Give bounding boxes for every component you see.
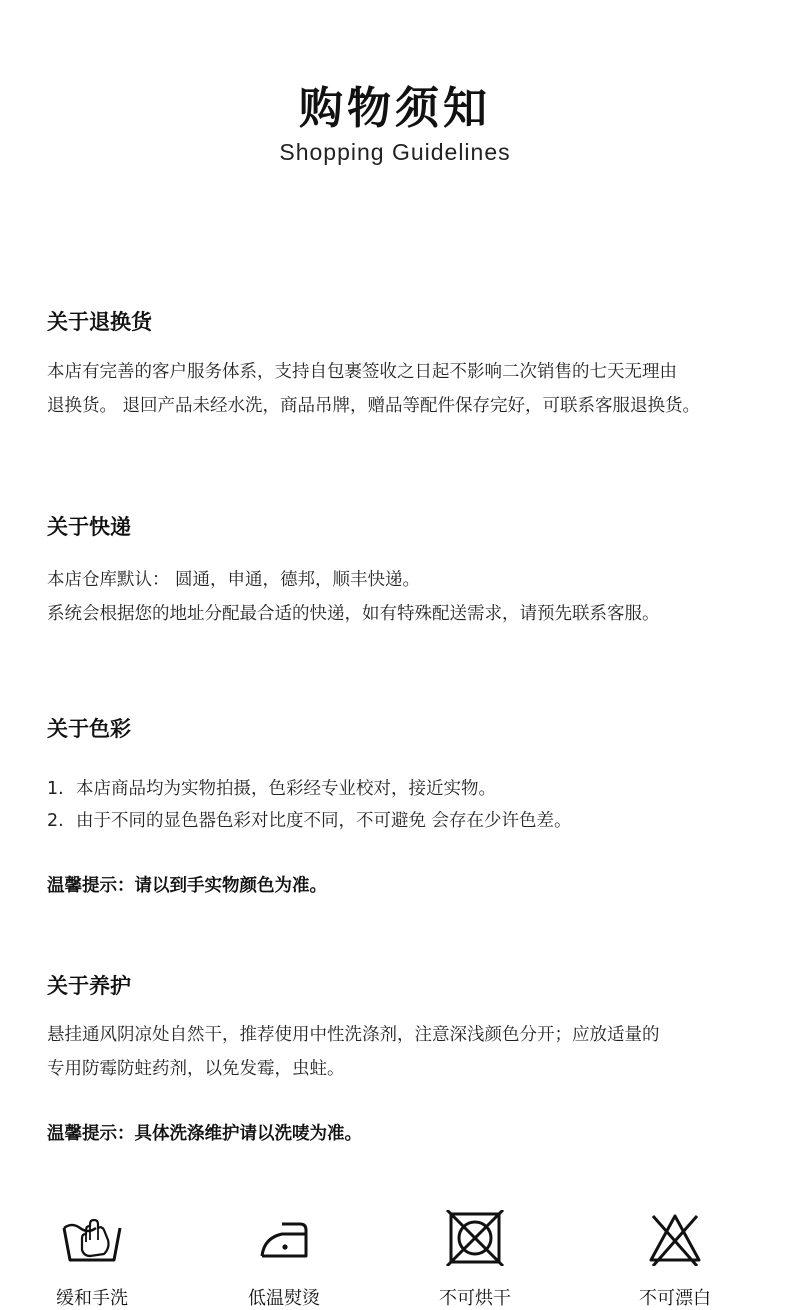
color-list [47, 773, 572, 837]
shipping-line: 系统会根据您的地址分配最合适的快递，如有特殊配送需求，请预先联系客服。 [47, 604, 660, 624]
list-item-number: 2. [47, 811, 64, 831]
list-item-text: 本店商品均为实物拍摄，色彩经专业校对，接近实物。 [76, 779, 496, 799]
care-icon-item [605, 1210, 745, 1310]
care-heading: 关于养护 [47, 974, 131, 998]
care-line: 专用防霉防蛀药剂，以免发霉，虫蛀。 [47, 1059, 345, 1079]
returns-paragraph [47, 355, 757, 423]
list-item-text: 由于不同的显色器色彩对比度不同，不可避免 会存在少许色差。 [76, 811, 572, 831]
care-tip: 温馨提示：具体洗涤维护请以洗唛为准。 [47, 1124, 362, 1144]
no-tumble-dry-icon [443, 1210, 507, 1266]
care-icon-label: 不可漂白 [639, 1288, 711, 1309]
shipping-line: 本店仓库默认： 圆通，申通，德邦，顺丰快递。 [47, 570, 421, 590]
care-icon-label: 缓和手洗 [56, 1288, 128, 1309]
care-paragraph [47, 1018, 757, 1086]
hand-wash-icon [60, 1210, 124, 1266]
returns-line: 退换货。 退回产品未经水洗，商品吊牌，赠品等配件保存完好，可联系客服退换货。 [47, 396, 701, 416]
list-item [47, 805, 572, 837]
care-icon-item [405, 1210, 545, 1310]
care-icon-item [22, 1210, 162, 1310]
care-icon-label: 不可烘干 [439, 1288, 511, 1309]
shipping-paragraph [47, 563, 757, 631]
list-item [47, 773, 572, 805]
care-icon-label: 低温熨烫 [248, 1288, 320, 1309]
care-icon-item [214, 1210, 354, 1310]
care-line: 悬挂通风阴凉处自然干，推荐使用中性洗涤剂，注意深浅颜色分开；应放适量的 [47, 1025, 660, 1045]
page-title: 购物须知 [299, 83, 491, 134]
list-item-number: 1. [47, 779, 64, 799]
returns-line: 本店有完善的客户服务体系，支持自包裹签收之日起不影响二次销售的七天无理由 [47, 362, 677, 382]
no-bleach-icon [643, 1210, 707, 1266]
page-subtitle: Shopping Guidelines [279, 139, 511, 165]
returns-heading: 关于退换货 [47, 310, 152, 334]
shipping-heading: 关于快递 [47, 515, 131, 539]
low-iron-icon [252, 1210, 316, 1266]
color-heading: 关于色彩 [47, 717, 131, 741]
color-tip: 温馨提示：请以到手实物颜色为准。 [47, 876, 327, 896]
